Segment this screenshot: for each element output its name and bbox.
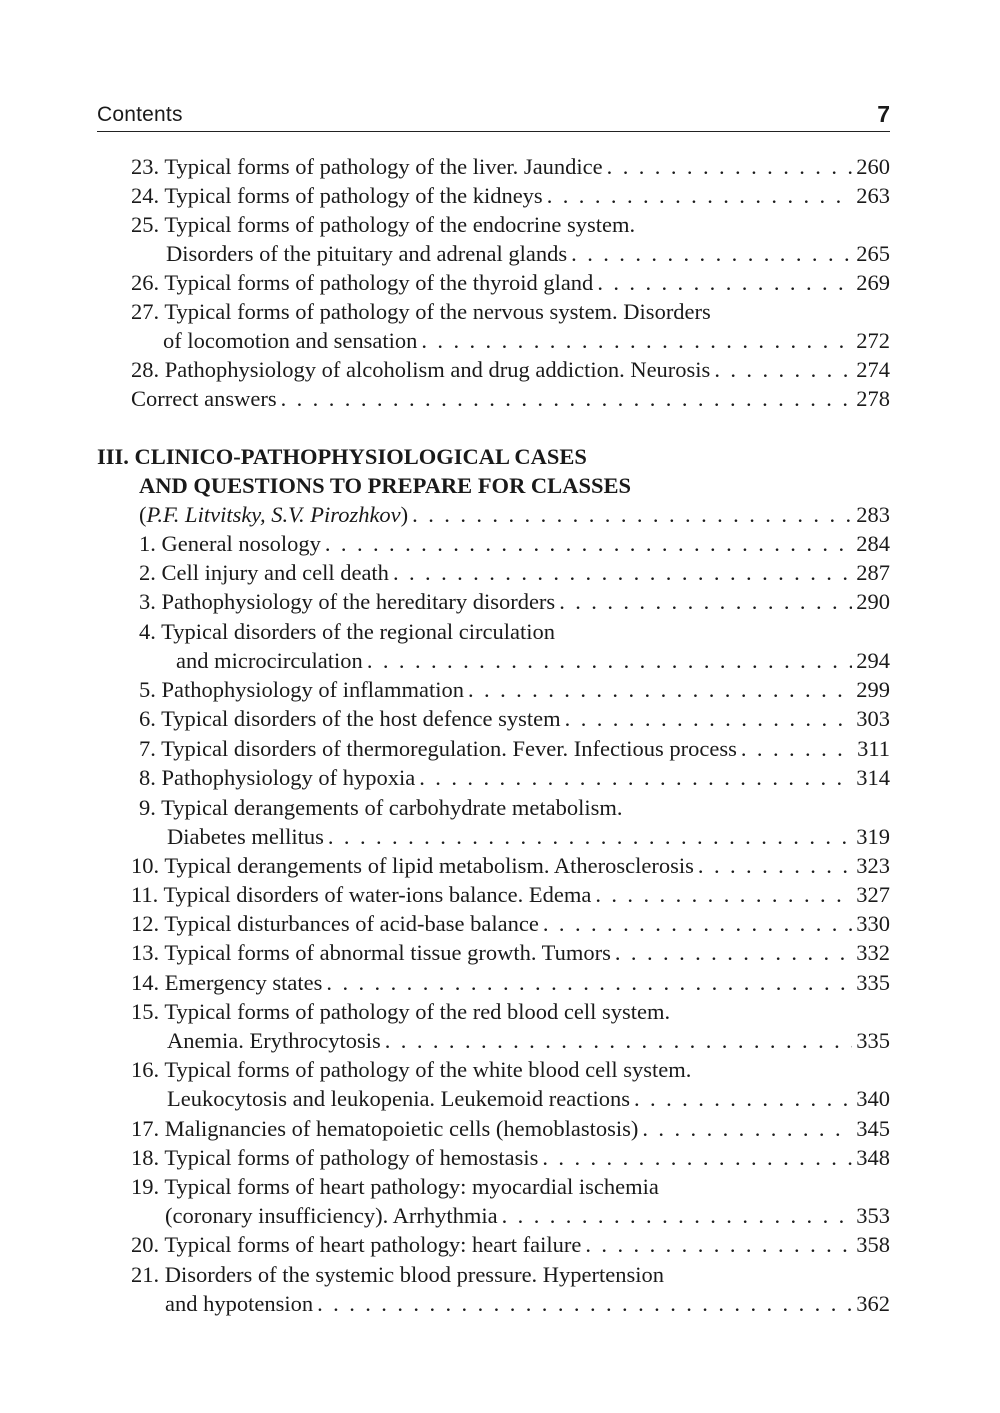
toc-entry: 11. Typical disorders of water-ions balance. Edema . . . 327: [97, 880, 890, 909]
toc-entry-correct-answers: Correct answers . . . 278: [97, 384, 890, 413]
toc-entry: 12. Typical disturbances of acid-base balance . . . 330: [97, 909, 890, 938]
header-title: Contents: [97, 103, 183, 126]
toc-entry-line1: 4. Typical disorders of the regional circulation: [139, 619, 556, 644]
toc-entry: 3. Pathophysiology of the hereditary disorders . . . 290: [97, 587, 890, 616]
toc-entry-line2: and microcirculation . . . 294: [97, 646, 890, 675]
toc-entry-line1: 19. Typical forms of heart pathology: myocardial ischemia: [131, 1174, 659, 1199]
toc-entry: 20. Typical forms of heart pathology: heart failure . . . 358: [97, 1230, 890, 1259]
toc-entry: 5. Pathophysiology of inflammation . . . 299: [97, 675, 890, 704]
header-page-number: 7: [877, 101, 890, 127]
section-authors-entry: (P.F. Litvitsky, S.V. Pirozhkov) . . . 283: [97, 500, 890, 529]
toc-entry-line1: 16. Typical forms of pathology of the white blood cell system.: [131, 1057, 692, 1082]
toc-entry-line1: 27. Typical forms of pathology of the nervous system. Disorders: [131, 299, 711, 324]
toc-entry: 18. Typical forms of pathology of hemostasis . . . 348: [97, 1143, 890, 1172]
toc-entry-line1: 25. Typical forms of pathology of the endocrine system.: [131, 212, 636, 237]
toc-entry: 14. Emergency states . . . 335: [97, 968, 890, 997]
toc-entry: 1. General nosology . . . 284: [97, 529, 890, 558]
toc-entry: 8. Pathophysiology of hypoxia . . . 314: [97, 763, 890, 792]
toc-entry-line2: Disorders of the pituitary and adrenal glands . . . 265: [97, 239, 890, 268]
toc-entry: 23. Typical forms of pathology of the liver. Jaundice . . . 260: [97, 152, 890, 181]
toc-entry: 28. Pathophysiology of alcoholism and drug addiction. Neurosis . . . 274: [97, 355, 890, 384]
toc-entry-line2: (coronary insufficiency). Arrhythmia . . . 353: [97, 1201, 890, 1230]
toc-entry-line2: Anemia. Erythrocytosis . . . 335: [97, 1026, 890, 1055]
toc-entry: 2. Cell injury and cell death . . . 287: [97, 558, 890, 587]
toc-entry-line2: Leukocytosis and leukopenia. Leukemoid reactions . . . 340: [97, 1084, 890, 1113]
toc-entry: 24. Typical forms of pathology of the kidneys . . . 263: [97, 181, 890, 210]
toc-entry-line2: Diabetes mellitus . . . 319: [97, 822, 890, 851]
toc-entry: 17. Malignancies of hematopoietic cells (hemoblastosis) . . . 345: [97, 1114, 890, 1143]
toc-entry-line2: and hypotension . . . 362: [97, 1289, 890, 1318]
toc-entry-line1: 15. Typical forms of pathology of the red blood cell system.: [131, 999, 671, 1024]
section-authors: P.F. Litvitsky, S.V. Pirozhkov: [146, 502, 401, 527]
toc-entry: 6. Typical disorders of the host defence system . . . 303: [97, 704, 890, 733]
toc-entry-line2: of locomotion and sensation . . . 272: [97, 326, 890, 355]
toc-entry: 26. Typical forms of pathology of the thyroid gland . . . 269: [97, 268, 890, 297]
toc-entry: 10. Typical derangements of lipid metabolism. Atherosclerosis . . . 323: [97, 851, 890, 880]
toc-entry-line1: 9. Typical derangements of carbohydrate metabolism.: [139, 795, 623, 820]
page-header: [97, 100, 890, 132]
toc-entry: 7. Typical disorders of thermoregulation. Fever. Infectious process . . . 311: [97, 734, 890, 763]
toc-entry: 13. Typical forms of abnormal tissue growth. Tumors . . . 332: [97, 938, 890, 967]
toc-entry-line1: 21. Disorders of the systemic blood pressure. Hypertension: [131, 1262, 665, 1287]
section-heading-line2: AND QUESTIONS TO PREPARE FOR CLASSES: [139, 473, 631, 498]
section-heading-line1: III. CLINICO-PATHOPHYSIOLOGICAL CASES: [97, 444, 587, 469]
